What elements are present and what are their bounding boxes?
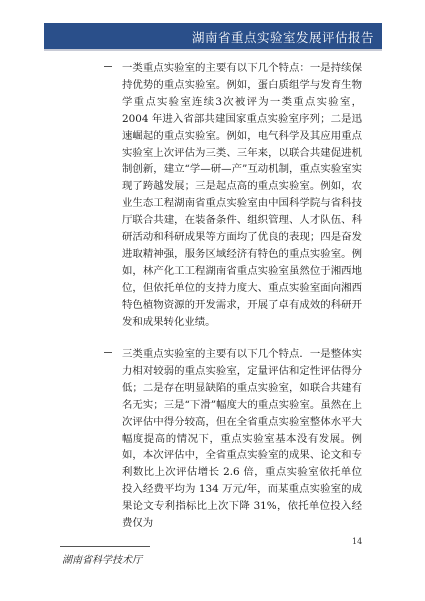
footer-organization: 湖南省科学技术厅 [62, 555, 142, 566]
paragraph-marker [104, 350, 112, 353]
header-bar [44, 23, 382, 51]
footer-divider [60, 546, 150, 547]
paragraph-class-one-labs: 一类重点实验室的主要有以下几个特点：一是持续保持优势的重点实验室。例如，蛋白质组学与发育生物学重点实验室连续3次被评为一类重点实验室，2004 年进入省部共建国家重点实验室序列；二是迅速崛起的重点实验室。例如，电气科学及其应用重点实验室上次评估为三类、三年来，以联合共建促进机制创新，建立“学—研—产”互动机制，重点实验室实现了跨越发展；三是起点高的重点实验室。例如，农业生态工程湖南省重点实验室由中国科学院与省科技厅联合共建，在装备条件、组织管理、人才队伍、科研活动和科研成果等方面均了优良的表现；四是奋发进取精神强，服务区域经济有特色的重点实验室。例如，林产化工工程湖南省重点实验室虽然位于湘西地位，但依托单位的支持力度大、重点实验室面向湘西特色植物资源的开发需求，开展了卓有成效的科研开发和成果转化业绩。 [122, 62, 362, 328]
page-number: 14 [352, 537, 363, 546]
paragraph-class-three-labs: 三类重点实验室的主要有以下几个特点．一是整体实力相对较弱的重点实验室，定量评估和定性评估得分低；二是存在明显缺陷的重点实验室，如联合共建有名无实；三是“下滑”幅度大的重点实验室。虽然在上次评估中得分较高，但在全省重点实验室整体水平大幅度提高的情况下，重点实验室基本没有发展。例如，本次评估中，全省重点实验室的成果、论文和专利数比上次评估增长 2.6 倍，重点实验室依托单位投入经费平均为 134 万元/年，而某重点实验室的成果论文专利指标比上次下降 31%，依托单位投入经费仅为 [122, 348, 362, 530]
report-title: 湖南省重点实验室发展评估报告 [191, 30, 374, 45]
paragraph-marker [104, 64, 112, 67]
